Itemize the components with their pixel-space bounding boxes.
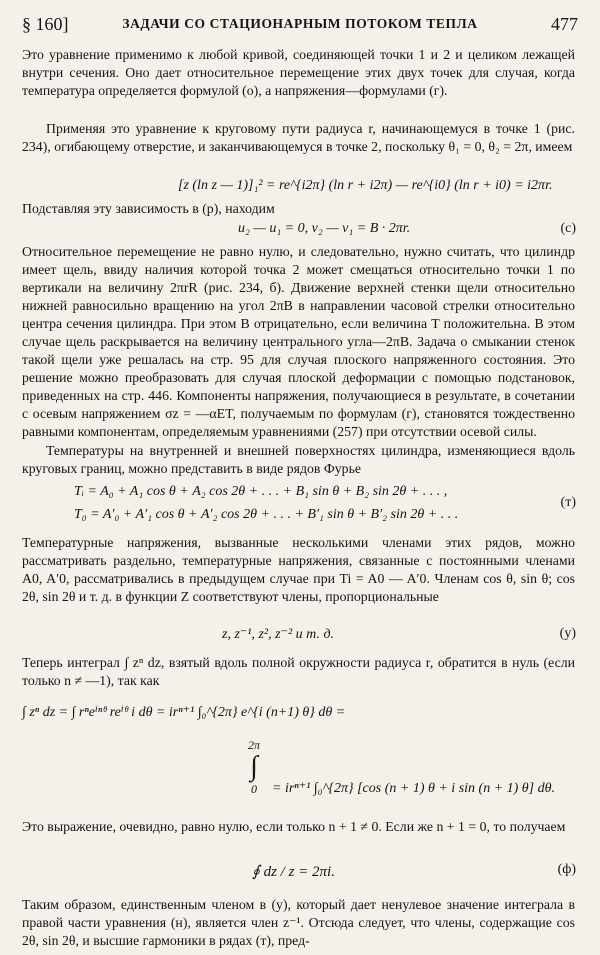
paragraph-4: Относительное перемещение не равно нулю, и следовательно, нужно считать, что цилиндр имеет щель, ввиду наличия которой точка 2 может смещаться относительно точки 1 по вертикали на величину 2πrR (рис. 234, б). Движение верхней стенки щели относительно нижней равносильно вращению на угол 2πB в направлении часовой стрелки относительно центра сечения цилиндра. При этом B отрицательно, если величина T положительна. В этом случае щель раскрывается на величину центрального угла—2πB. Задача о смыкании стенок такой щели уже решалась на стр. 95 для случая плоского напряженного состояния. Это решение можно преобразовать для случая плоской деформации с помощью подстановок, приведенных на стр. 446. Компоненты напряжения, получающиеся в результате, в сочетании с осевым напряжением σz = —αET, получаемым по формулам (г), становятся тождественно равными компонентам, определяемым уравнениями (257) при отсутствии осевой силы. — [22, 244, 575, 439]
equation-power-integral-text: ∫ zⁿ dz = ∫ rⁿeⁱⁿᶿ reⁱᶿ i dθ = irⁿ⁺¹ ∫₀^{2π} e^{i (n+1) θ} dθ = — [22, 705, 346, 720]
equation-fourier-outer: T₀ = A′₀ + A′₁ cos θ + A′₂ cos 2θ + . . . + B′₁ sin θ + B′₂ sin 2θ + . . . — [74, 507, 459, 522]
equation-limits-1 — [246, 738, 262, 796]
equation-trig-integral: = irⁿ⁺¹ ∫₀^{2π} [cos (n + 1) θ + i sin (n + 1) θ] dθ. — [272, 781, 556, 796]
paragraph-1: Это уравнение применимо к любой кривой, соединяющей точки 1 и 2 и целиком лежащей внутри сечения. Оно дает относительное перемещение этих двух точек для случая, когда температура определяется формулой (о), а напряжения—формулами (г). — [22, 47, 575, 98]
paragraph-2: Применяя это уравнение к круговому пути радиуса r, начинающемуся в точке 1 (рис. 234), огибающему отверстие, и заканчивающемуся в точке 2, поскольку θ₁ = 0, θ₂ = 2π, имеем — [22, 121, 575, 154]
page-number: 477 — [551, 14, 578, 34]
equation-reciprocal-integral: ∮ dz / z = 2πi. — [252, 864, 335, 880]
equation-tag-t: (т) — [560, 495, 576, 510]
page-header — [22, 14, 578, 38]
equation-fourier-inner: Tᵢ = A₀ + A₁ cos θ + A₂ cos 2θ + . . . + B₁ sin θ + B₂ sin 2θ + . . . , — [74, 484, 448, 499]
paragraph-7: Теперь интеграл ∫ zⁿ dz, взятый вдоль полной окружности радиуса r, обратится в нуль (если только n ≠ —1), так как — [22, 655, 575, 688]
paragraph-9: Таким образом, единственным членом в (у), который дает ненулевое значение интеграла в правой части уравнения (н), является член z⁻¹. Отсюда следует, что члены, содержащие cos 2θ, sin 2θ, и высшие гармоники в рядах (т), пред- — [22, 897, 575, 948]
section-number: § 160] — [22, 14, 69, 34]
equation-tag-f: (ф) — [557, 862, 576, 877]
running-title: ЗАДАЧИ СО СТАЦИОНАРНЫМ ПОТОКОМ ТЕПЛА — [122, 16, 478, 31]
equation-tag-y: (у) — [559, 626, 576, 641]
paragraph-8: Это выражение, очевидно, равно нулю, если только n + 1 ≠ 0. Если же n + 1 = 0, то получаем — [22, 819, 566, 834]
equation-contour-integral: [z (ln z — 1)]₁² = re^{i2π} (ln r + i2π) — re^{i0} (ln r + i0) = i2πr. — [178, 178, 553, 193]
integral-limits: 2π ∫ 0 — [248, 738, 261, 796]
equation-power-terms: z, z⁻¹, z², z⁻² и т. д. — [222, 627, 335, 642]
equation-power-integral — [22, 704, 345, 721]
equation-displacement: u₂ — u₁ = 0, v₂ — v₁ = B · 2πr. — [238, 221, 411, 236]
paragraph-6: Температурные напряжения, вызванные несколькими членами этих рядов, можно рассматривать раздельно, температурные напряжения, связанные с постоянными членами A0, A′0, рассматривались в предыдущем случае при Ti = A0 — A′0. Членам cos θ, sin θ; cos 2θ, sin 2θ и т. д. в функции Z соответствуют члены, пропорциональные — [22, 535, 575, 604]
paragraph-3: Подставляя эту зависимость в (р), находим — [22, 201, 275, 216]
equation-tag-c: (с) — [560, 221, 576, 236]
paragraph-5: Температуры на внутренней и внешней поверхностях цилиндра, изменяющиеся вдоль круговых границ, можно представить в виде рядов Фурье — [22, 443, 575, 476]
